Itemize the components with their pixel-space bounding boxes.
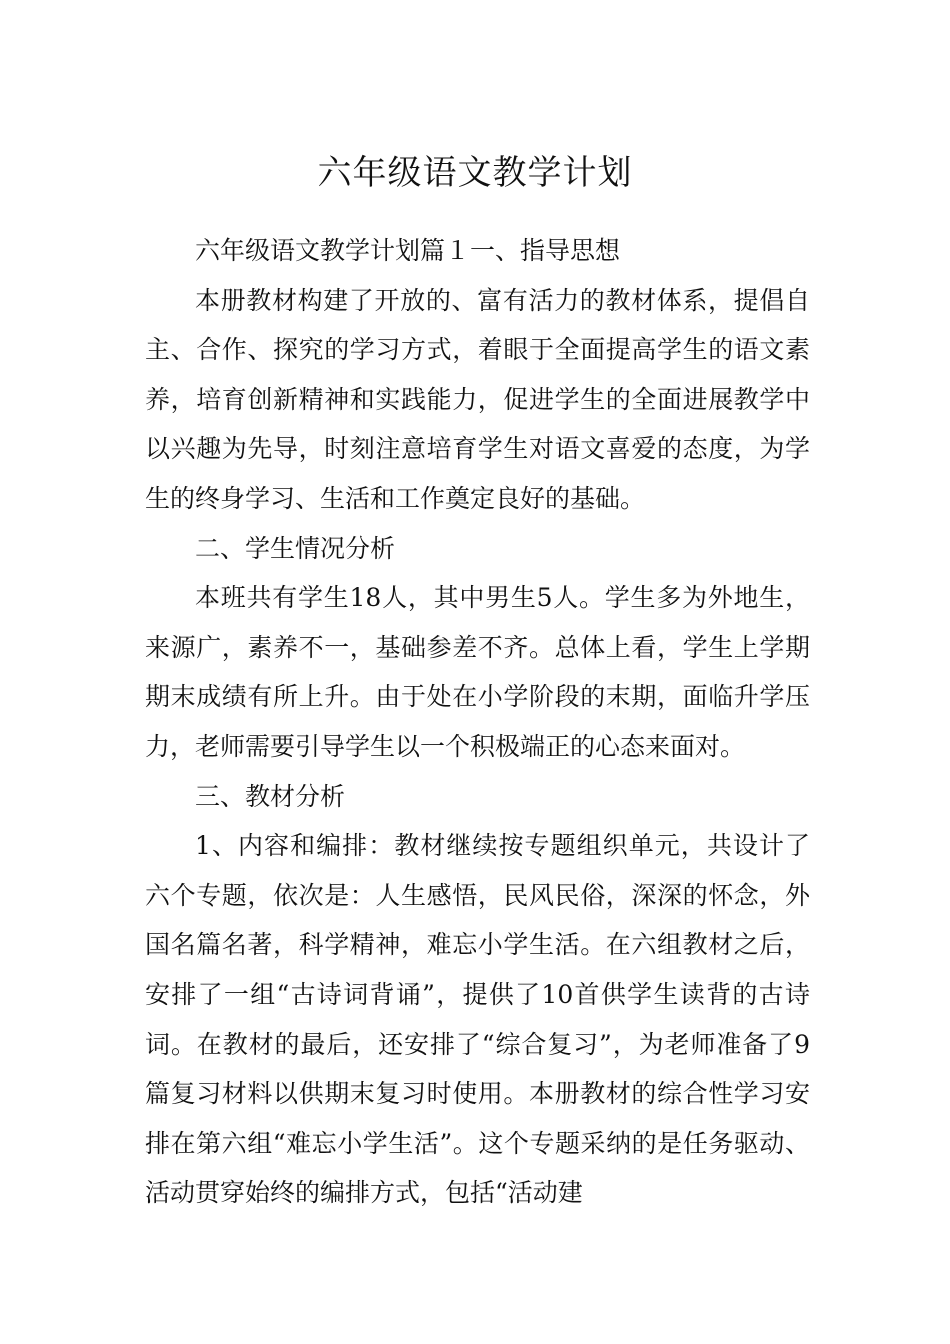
student-analysis-heading: 二、学生情况分析: [195, 533, 396, 563]
intro-heading: 六年级语文教学计划篇１一、指导思想: [195, 236, 621, 265]
student-analysis-paragraph: 本班共有学生18人，其中男生5人。学生多为外地生，来源广，素养不一，基础参差不齐。总体上看，学生上学期期末成绩有所上升。由于处在小学阶段的末期，面临升学压力，老师需要引导学生以一个积极端正的心态来面对。: [145, 583, 810, 761]
textbook-analysis-heading: 三、教材分析: [195, 781, 346, 811]
textbook-content-paragraph: 1、内容和编排：教材继续按专题组织单元，共设计了六个专题，依次是：人生感悟，民风民俗，深深的怀念，外国名篇名著，科学精神，难忘小学生活。在六组教材之后，安排了一组“古诗词背诵”，提供了10首供学生读背的古诗词。在教材的最后，还安排了“综合复习”，为老师准备了9篇复习材料以供期末复习时使用。本册教材的综合性学习安排在第六组“难忘小学生活”。这个专题采纳的是任务驱动、活动贯穿始终的编排方式，包括“活动建: [145, 831, 810, 1208]
document-title: 六年级语文教学计划: [317, 152, 633, 193]
document-body: [145, 226, 810, 1218]
guiding-ideology-paragraph: 本册教材构建了开放的、富有活力的教材体系，提倡自主、合作、探究的学习方式，着眼于全面提高学生的语文素养，培育创新精神和实践能力，促进学生的全面进展教学中以兴趣为先导，时刻注意培育学生对语文喜爱的态度，为学生的终身学习、生活和工作奠定良好的基础。: [145, 285, 810, 513]
